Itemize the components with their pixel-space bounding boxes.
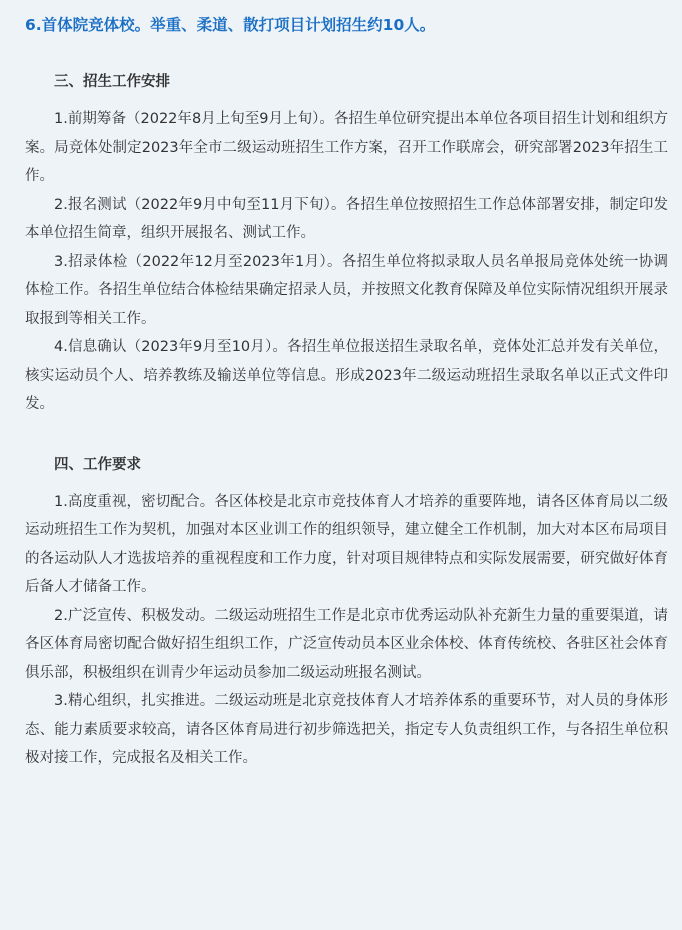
- spacer: [25, 93, 668, 105]
- section-title-requirements: 四、工作要求: [54, 456, 141, 473]
- paragraph: 3.精心组织，扎实推进。二级运动班是北京竞技体育人才培养体系的重要环节，对人员的身体形态、能力素质要求较高，请各区体育局进行初步筛选把关，指定专人负责组织工作，与各招生单位积极对接工作，完成报名及相关工作。: [25, 693, 668, 766]
- paragraph: 4.信息确认（2023年9月至10月）。各招生单位报送招生录取名单，竞体处汇总并发有关单位，核实运动员个人、培养教练及输送单位等信息。形成2023年二级运动班招生录取名单以正式文件印发。: [25, 339, 668, 412]
- paragraph: 2.报名测试（2022年9月中旬至11月下旬）。各招生单位按照招生工作总体部署安排，制定印发本单位招生简章，组织开展报名、测试工作。: [25, 196, 668, 241]
- spacer: [25, 419, 668, 454]
- spacer: [25, 36, 668, 71]
- spacer: [25, 476, 668, 488]
- paragraph: 3.招录体检（2022年12月至2023年1月）。各招生单位将拟录取人员名单报局竞体处统一协调体检工作。各招生单位结合体检结果确定招录人员，并按照文化教育保障及单位实际情况组织开展录取报到等相关工作。: [25, 253, 668, 327]
- paragraph: 2.广泛宣传、积极发动。二级运动班招生工作是北京市优秀运动队补充新生力量的重要渠道，请各区体育局密切配合做好招生组织工作，广泛宣传动员本区业余体校、体育传统校、各驻区社会体育俱乐部，积极组织在训青少年运动员参加二级运动班报名测试。: [25, 607, 668, 681]
- highlight-line: 6.首体院竞体校。举重、柔道、散打项目计划招生约10人。: [25, 16, 436, 34]
- section-title-arrangement: 三、招生工作安排: [54, 74, 170, 90]
- paragraph: 1.前期筹备（2022年8月上旬至9月上旬）。各招生单位研究提出本单位各项目招生计划和组织方案。局竞体处制定2023年全市二级运动班招生工作方案，召开工作联席会，研究部署2023年招生工作。: [25, 111, 668, 184]
- paragraph: 1.高度重视，密切配合。各区体校是北京市竞技体育人才培养的重要阵地，请各区体育局以二级运动班招生工作为契机，加强对本区业训工作的组织领导，建立健全工作机制，加大对本区布局项目的各运动队人才选拔培养的重视程度和工作力度，针对项目规律特点和实际发展需要，研究做好体育后备人才储备工作。: [25, 493, 668, 595]
